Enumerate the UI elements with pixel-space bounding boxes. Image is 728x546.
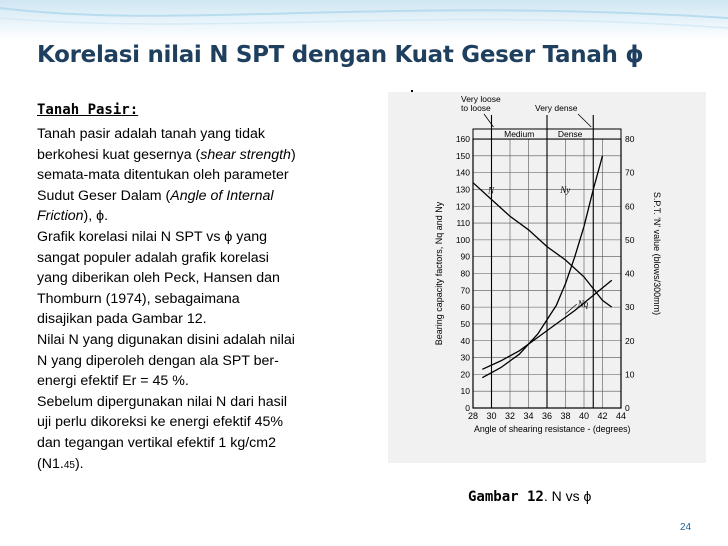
page-number: 24 bbox=[680, 522, 692, 533]
x-tick-label: 36 bbox=[541, 411, 553, 421]
chart-svg bbox=[388, 92, 706, 463]
y-tick-label-left: 20 bbox=[460, 369, 470, 380]
body-line bbox=[37, 145, 377, 166]
figure-panel bbox=[388, 92, 706, 463]
body-line bbox=[37, 227, 377, 248]
x-axis-label: Angle of shearing resistance - (degrees) bbox=[474, 424, 631, 434]
y-tick-label-left: 70 bbox=[460, 285, 470, 296]
body-line bbox=[37, 268, 377, 289]
body-line bbox=[37, 124, 377, 145]
x-tick-label: 42 bbox=[597, 411, 608, 421]
y-tick-label-left: 150 bbox=[455, 150, 470, 161]
body-italic-run: shear strength bbox=[200, 146, 291, 163]
body-text-run: Thomburn (1974), sebagaimana bbox=[37, 290, 240, 307]
y-tick-label-right: 60 bbox=[625, 201, 635, 212]
body-line bbox=[37, 289, 377, 310]
y-tick-label-right: 20 bbox=[625, 335, 635, 346]
x-tick-label: 30 bbox=[486, 411, 497, 421]
body-text-run: Sebelum dipergunakan nilai N dari hasil bbox=[37, 393, 288, 410]
body-line bbox=[37, 454, 377, 477]
body-line bbox=[37, 371, 377, 392]
y-tick-label-right: 40 bbox=[625, 268, 635, 279]
y-tick-label-right: 30 bbox=[625, 302, 635, 313]
body-line bbox=[37, 392, 377, 413]
y-tick-label-left: 40 bbox=[460, 335, 470, 346]
body-line bbox=[37, 330, 377, 351]
y-axis-label-left: Bearing capacity factors, Nq and Ny bbox=[434, 201, 444, 346]
y-axis-label-right: S.P.T. 'N' value (blows/300mm) bbox=[652, 191, 662, 316]
section-subheading: Tanah Pasir: bbox=[37, 102, 139, 118]
caption-separator: . bbox=[543, 488, 548, 504]
body-line bbox=[37, 165, 377, 186]
body-text-run: 45 bbox=[63, 459, 75, 471]
series-label-nq: Nq bbox=[577, 299, 589, 310]
body-text-run: N yang diperoleh dengan ala SPT ber- bbox=[37, 352, 279, 369]
figure-caption bbox=[468, 488, 591, 505]
body-text-run: Tanah pasir adalah tanah yang tidak bbox=[37, 126, 265, 142]
body-line bbox=[37, 433, 377, 454]
body-text-run: ). bbox=[74, 455, 84, 472]
y-tick-label-left: 110 bbox=[456, 218, 470, 229]
caption-text: N vs ϕ bbox=[551, 488, 592, 504]
y-tick-label-left: 10 bbox=[460, 386, 470, 397]
body-text-run: sangat populer adalah grafik korelasi bbox=[37, 249, 269, 266]
body-text-run: uji perlu dikoreksi ke energi efektif 45% bbox=[37, 414, 284, 431]
y-tick-label-right: 0 bbox=[625, 403, 630, 413]
header-wave-decoration bbox=[0, 0, 728, 40]
body-text-run: Grafik korelasi nilai N SPT vs ϕ yang bbox=[37, 228, 268, 245]
body-italic-run: Angle of Internal bbox=[170, 187, 274, 204]
header-band bbox=[0, 0, 728, 40]
body-text-run: ), ϕ. bbox=[83, 208, 109, 225]
body-text-run: energi efektif Er = 45 %. bbox=[37, 373, 189, 390]
x-tick-label: 34 bbox=[523, 411, 534, 421]
y-tick-label-left: 140 bbox=[455, 167, 470, 178]
body-text-run: Nilai N yang digunakan disini adalah nilai bbox=[37, 331, 295, 348]
body-line bbox=[37, 309, 377, 330]
slide-title: Korelasi nilai N SPT dengan Kuat Geser Tanah ϕ bbox=[37, 42, 644, 68]
body-text-run: berkohesi kuat gesernya ( bbox=[37, 146, 201, 163]
body-text-run: semata-mata ditentukan oleh parameter bbox=[37, 167, 289, 184]
zone-label-dense: Dense bbox=[557, 129, 583, 139]
y-tick-label-right: 10 bbox=[625, 369, 635, 380]
y-tick-label-right: 50 bbox=[625, 234, 635, 245]
x-tick-label: 40 bbox=[578, 411, 590, 421]
body-text-run: ) bbox=[290, 146, 296, 163]
x-tick-label: 32 bbox=[504, 411, 516, 421]
body-line bbox=[37, 351, 377, 372]
y-tick-label-left: 0 bbox=[465, 403, 470, 413]
y-tick-label-left: 130 bbox=[455, 184, 470, 195]
body-line bbox=[37, 248, 377, 269]
y-tick-label-left: 30 bbox=[460, 352, 470, 363]
y-tick-label-left: 50 bbox=[460, 318, 470, 329]
body-text-run: yang diberikan oleh Peck, Hansen dan bbox=[37, 270, 280, 287]
body-text bbox=[37, 124, 377, 476]
y-tick-label-right: 70 bbox=[625, 167, 635, 178]
series-label-ny: Ny bbox=[560, 184, 571, 195]
y-tick-label-left: 100 bbox=[455, 234, 470, 245]
zone-top-label-loose: Very loose to loose bbox=[461, 94, 501, 113]
y-tick-label-left: 160 bbox=[455, 134, 470, 144]
series-label-n: N bbox=[488, 185, 495, 196]
series-line-n bbox=[473, 183, 612, 310]
caption-label: Gambar 12 bbox=[468, 489, 544, 505]
y-tick-label-left: 80 bbox=[460, 268, 470, 279]
body-text-run: dan tegangan vertikal efektif 1 kg/cm2 bbox=[37, 434, 276, 451]
body-text-run: (N1. bbox=[37, 455, 64, 472]
body-text-run: disajikan pada Gambar 12. bbox=[37, 311, 207, 328]
y-tick-label-left: 60 bbox=[460, 302, 470, 313]
body-line bbox=[37, 186, 377, 207]
body-line bbox=[37, 206, 377, 227]
series-line-ny bbox=[482, 156, 602, 378]
zone-pointer bbox=[578, 114, 591, 127]
zone-pointer bbox=[484, 114, 494, 127]
x-tick-label: 38 bbox=[560, 411, 571, 421]
y-tick-label-left: 90 bbox=[460, 251, 470, 262]
y-tick-label-right: 80 bbox=[625, 134, 635, 144]
x-tick-label: 44 bbox=[615, 411, 627, 421]
x-tick-label: 28 bbox=[467, 411, 479, 421]
body-italic-run: Friction bbox=[37, 208, 84, 225]
body-line bbox=[37, 412, 377, 433]
y-tick-label-left: 120 bbox=[455, 201, 470, 212]
zone-label-medium: Medium bbox=[504, 129, 535, 139]
body-text-run: Sudut Geser Dalam ( bbox=[37, 187, 171, 204]
zone-top-label-dense: Very dense bbox=[535, 103, 578, 113]
